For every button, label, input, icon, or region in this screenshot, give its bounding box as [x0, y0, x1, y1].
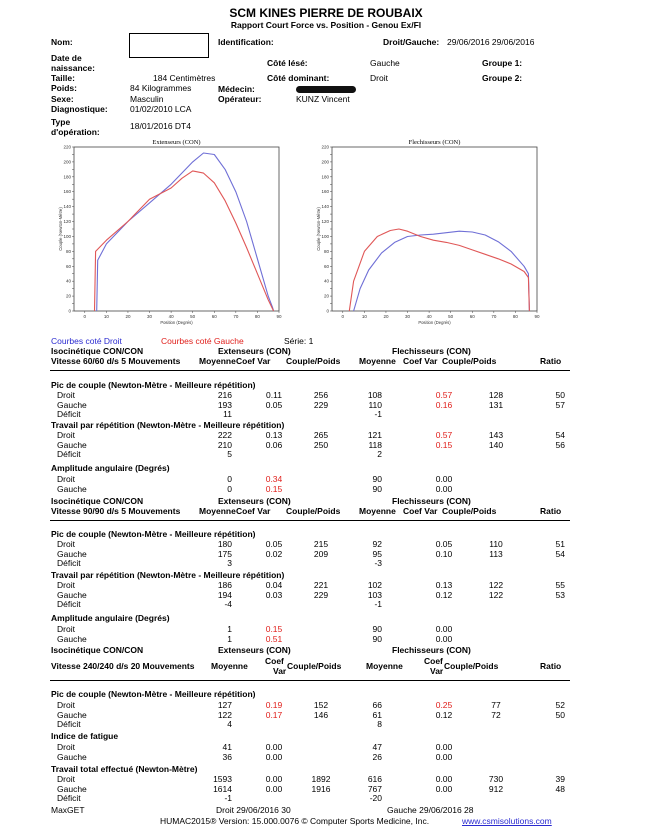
- sexe-value: Masculin: [130, 94, 164, 104]
- nom-label: Nom:: [51, 37, 73, 47]
- s3-pic-row-label: Déficit: [57, 719, 81, 730]
- s3-tot-flex-moyenne: 616: [367, 774, 382, 784]
- s3-fat-row-label: Gauche: [57, 751, 87, 762]
- s3-vitesse-label: Vitesse 240/240 d/s 20 Mouvements: [51, 661, 195, 671]
- s2-flex-moyenne-header: Moyenne: [359, 506, 396, 516]
- droit-gauche-label: Droit/Gauche:: [383, 37, 440, 47]
- s2-amp-flex-moyenne: 90: [372, 633, 382, 644]
- diagnostique-value: 01/02/2010 LCA: [130, 104, 192, 114]
- s2-pic-ratio: 51: [555, 539, 565, 549]
- s1-pic-flex-coef-var: 0.57: [435, 390, 453, 400]
- s2-pic-ext-couple-poids: 215: [313, 539, 329, 549]
- s3-total-title: Travail total effectué (Newton-Mètre): [51, 764, 198, 774]
- s2-ext-coef-header: Coef Var: [236, 506, 271, 516]
- s3-fat-ext-coef-var: 0.00: [265, 751, 283, 762]
- s3-tot-ext-coef-var: 0.00: [265, 783, 283, 794]
- y-tick-label: 120: [321, 219, 329, 225]
- s1-pic-ext-moyenne: 11: [223, 409, 232, 420]
- s3-fat-row-label: Droit: [57, 742, 75, 752]
- s1-ratio-header: Ratio: [540, 356, 562, 366]
- y-tick-label: 100: [63, 233, 71, 239]
- s2-pic-ext-couple-poids: 209: [313, 548, 329, 559]
- x-tick-label: 20: [125, 314, 131, 319]
- medecin-label: Médecin:: [218, 84, 255, 94]
- s2-trav-ext-moyenne: 186: [217, 580, 232, 590]
- s1-pic-flex-moyenne: 110: [368, 399, 382, 410]
- s1-trav-ext-coef-var: 0.06: [265, 439, 283, 450]
- x-tick-label: 70: [233, 314, 239, 319]
- s3-tot-row-label: Déficit: [57, 793, 81, 804]
- s3-pic-ext-moyenne: 122: [217, 709, 232, 720]
- s3-pic-flex-moyenne: 8: [377, 719, 382, 730]
- s1-trav-flex-moyenne: 121: [367, 430, 382, 440]
- s2-pic-flex-moyenne: -3: [374, 558, 382, 569]
- y-tick-label: 40: [65, 278, 71, 284]
- y-tick-label: 80: [323, 248, 329, 254]
- s3-pic-ext-coef-var: 0.19: [265, 700, 283, 710]
- y-tick-label: 160: [63, 189, 71, 195]
- s2-amp-flex-moyenne: 90: [372, 624, 382, 634]
- s1-trav-ext-moyenne: 210: [217, 439, 232, 450]
- sexe-label: Sexe:: [51, 94, 74, 104]
- s1-pic-ext-couple-poids: 229: [313, 399, 329, 410]
- x-tick-label: 60: [469, 314, 475, 319]
- s1-flex-coef-header: Coef Var: [403, 356, 438, 366]
- s2-amplitude-title: Amplitude angulaire (Degrés): [51, 613, 170, 623]
- s2-trav-ratio: 55: [555, 580, 565, 590]
- s2-extenseurs-header: Extenseurs (CON): [218, 496, 291, 506]
- s3-fatigue-title: Indice de fatigue: [51, 731, 119, 741]
- y-tick-label: 20: [65, 293, 71, 299]
- s2-amp-flex-coef-var: 0.00: [435, 633, 453, 644]
- s3-pic-ext-moyenne: 4: [227, 719, 232, 730]
- s3-tot-ext-moyenne: 1614: [213, 783, 232, 794]
- s3-flex-var-header: Var: [430, 666, 444, 676]
- x-tick-label: 50: [448, 314, 454, 319]
- x-tick-label: 80: [254, 314, 260, 319]
- s1-trav-ext-coef-var: 0.13: [265, 430, 283, 440]
- plot-frame: [332, 147, 537, 311]
- s3-pic-flex-coef-var: 0.12: [435, 709, 453, 720]
- s2-pic-ext-coef-var: 0.05: [265, 539, 283, 549]
- s1-trav-ext-moyenne: 5: [227, 449, 232, 460]
- s1-isocinetique-label: Isocinétique CON/CON: [51, 346, 144, 356]
- x-tick-label: 70: [491, 314, 497, 319]
- s1-trav-row-label: Droit: [57, 430, 75, 440]
- s1-trav-flex-couple-poids: 143: [488, 430, 504, 440]
- s2-pic-ratio: 54: [555, 548, 565, 559]
- cote-dominant-label: Côté dominant:: [267, 73, 330, 83]
- s3-flex-moyenne-header: Moyenne: [366, 661, 403, 671]
- s1-trav-row-label: Déficit: [57, 449, 81, 460]
- operateur-label: Opérateur:: [218, 94, 262, 104]
- s3-tot-ratio: 48: [555, 783, 565, 794]
- poids-label: Poids:: [51, 83, 77, 93]
- s2-trav-ext-coef-var: 0.04: [265, 580, 283, 590]
- s2-pic-flex-moyenne: 95: [372, 548, 382, 559]
- operateur-value: KUNZ Vincent: [296, 94, 350, 104]
- s3-ratio-header: Ratio: [540, 661, 562, 671]
- s1-amp-flex-coef-var: 0.00: [435, 474, 453, 484]
- s1-pic-flex-couple-poids: 131: [488, 399, 504, 410]
- s3-pic-flex-couple-poids: 72: [491, 709, 501, 720]
- y-tick-label: 100: [321, 233, 329, 239]
- s1-trav-flex-couple-poids: 140: [488, 439, 504, 450]
- y-tick-label: 200: [321, 159, 329, 165]
- s1-amp-ext-coef-var: 0.15: [265, 483, 283, 494]
- s3-tot-flex-moyenne: -20: [369, 793, 382, 804]
- s2-trav-row-label: Droit: [57, 580, 75, 590]
- s1-amp-flex-moyenne: 90: [372, 483, 382, 494]
- y-tick-label: 180: [321, 174, 329, 180]
- s2-pic-row-label: Gauche: [57, 548, 87, 559]
- chart-svg: [52, 136, 288, 328]
- type-operation-label: Type d'opération:: [51, 117, 100, 137]
- s1-pic-ratio: 57: [555, 399, 565, 410]
- s2-pic-flex-coef-var: 0.05: [435, 539, 453, 549]
- s2-pic-ext-moyenne: 180: [217, 539, 232, 549]
- s2-pic-ext-moyenne: 3: [227, 558, 232, 569]
- s2-pic-row-label: Déficit: [57, 558, 81, 569]
- y-tick-label: 80: [65, 248, 71, 254]
- s3-fat-ext-moyenne: 41: [222, 742, 232, 752]
- s1-pic-row-label: Gauche: [57, 399, 87, 410]
- y-tick-label: 200: [63, 159, 71, 165]
- s3-extenseurs-header: Extenseurs (CON): [218, 645, 291, 655]
- x-tick-label: 10: [103, 314, 109, 319]
- s3-tot-ext-moyenne: 1593: [213, 774, 232, 784]
- s3-pic-ratio: 50: [555, 709, 565, 720]
- s2-amp-flex-coef-var: 0.00: [435, 624, 453, 634]
- s3-tot-ext-couple-poids: 1892: [311, 774, 331, 784]
- s1-trav-flex-coef-var: 0.57: [435, 430, 453, 440]
- s3-fat-flex-coef-var: 0.00: [435, 742, 453, 752]
- s1-amplitude-title: Amplitude angulaire (Degrés): [51, 463, 170, 473]
- s3-tot-ext-couple-poids: 1916: [311, 783, 331, 794]
- s1-amp-flex-moyenne: 90: [372, 474, 382, 484]
- s2-flex-cp-header: Couple/Poids: [442, 506, 497, 516]
- y-tick-label: 40: [323, 278, 329, 284]
- poids-value: 84 Kilogrammes: [130, 83, 192, 93]
- x-tick-label: 90: [534, 314, 540, 319]
- s2-pic-flex-coef-var: 0.10: [435, 548, 453, 559]
- s1-pic-flex-moyenne: -1: [374, 409, 382, 420]
- s1-pic-flex-moyenne: 108: [367, 390, 382, 400]
- s3-fat-ext-moyenne: 36: [222, 751, 232, 762]
- s3-ext-coef-header: Coef: [265, 656, 284, 666]
- s2-isocinetique-label: Isocinétique CON/CON: [51, 496, 144, 506]
- s2-pic-title: Pic de couple (Newton-Mètre - Meilleure répétition): [51, 529, 256, 539]
- y-tick-label: 160: [321, 189, 329, 195]
- s2-trav-ext-moyenne: 194: [217, 589, 232, 600]
- s2-pic-flex-couple-poids: 113: [489, 548, 503, 559]
- cote-lese-label: Côté lésé:: [267, 58, 308, 68]
- redacted-name-box: [129, 33, 209, 58]
- legend-serie: Série: 1: [284, 336, 314, 346]
- s2-amp-row-label: Gauche: [57, 633, 87, 644]
- y-tick-label: 220: [63, 144, 71, 150]
- s3-fat-flex-coef-var: 0.00: [435, 751, 453, 762]
- diagnostique-label: Diagnostique:: [51, 104, 108, 114]
- s1-pic-ext-moyenne: 216: [217, 390, 232, 400]
- x-tick-label: 30: [147, 314, 153, 319]
- footer-link[interactable]: www.csmisolutions.com: [462, 816, 552, 826]
- x-tick-label: 60: [211, 314, 217, 319]
- y-tick-label: 220: [321, 144, 329, 150]
- s1-trav-ratio: 56: [555, 439, 565, 450]
- s3-tot-flex-moyenne: 767: [367, 783, 382, 794]
- s3-pic-ext-couple-poids: 146: [313, 709, 329, 720]
- chart-title: Extenseurs (CON): [152, 139, 201, 146]
- s3-pic-row-label: Gauche: [57, 709, 87, 720]
- y-tick-label: 60: [65, 263, 71, 269]
- chart-svg: [310, 136, 546, 328]
- s2-travail-title: Travail par répétition (Newton-Mètre - Meilleure répétition): [51, 570, 285, 580]
- s2-trav-ext-couple-poids: 229: [313, 589, 329, 600]
- s2-pic-flex-moyenne: 92: [372, 539, 382, 549]
- s3-pic-ext-coef-var: 0.17: [265, 709, 283, 720]
- x-tick-label: 50: [190, 314, 196, 319]
- s1-flex-cp-header: Couple/Poids: [442, 356, 497, 366]
- s1-trav-flex-moyenne: 2: [377, 449, 382, 460]
- s2-ratio-header: Ratio: [540, 506, 562, 516]
- s2-flex-coef-header: Coef Var: [403, 506, 438, 516]
- s2-amp-ext-coef-var: 0.51: [265, 633, 283, 644]
- s1-pic-ext-moyenne: 193: [217, 399, 232, 410]
- report-subtitle: Rapport Court Force vs. Position - Genou Ex/Fl: [230, 20, 422, 30]
- y-tick-label: 120: [63, 219, 71, 225]
- x-tick-label: 40: [168, 314, 174, 319]
- s1-ext-coef-header: Coef Var: [236, 356, 271, 366]
- s2-trav-ext-moyenne: -4: [224, 599, 232, 610]
- s1-amp-ext-moyenne: 0: [227, 483, 232, 494]
- s2-pic-flex-couple-poids: 110: [489, 539, 503, 549]
- s3-isocinetique-label: Isocinétique CON/CON: [51, 645, 144, 655]
- s1-trav-flex-coef-var: 0.15: [435, 439, 453, 450]
- extenseurs-chart: [52, 136, 288, 328]
- s3-pic-flex-moyenne: 61: [372, 709, 382, 720]
- s3-flex-coef-header: Coef: [424, 656, 443, 666]
- cote-lese-value: Gauche: [370, 58, 400, 68]
- groupe1-label: Groupe 1:: [482, 58, 523, 68]
- s3-pic-flex-moyenne: 66: [372, 700, 382, 710]
- s1-pic-flex-couple-poids: 128: [488, 390, 504, 400]
- report-title: SCM KINES PIERRE DE ROUBAIX: [229, 6, 423, 20]
- s3-tot-ext-coef-var: 0.00: [265, 774, 283, 784]
- s2-divider: [50, 520, 570, 521]
- y-tick-label: 60: [323, 263, 329, 269]
- s3-divider: [50, 680, 570, 681]
- s3-flechisseurs-header: Flechisseurs (CON): [392, 645, 471, 655]
- identification-label: Identification:: [218, 37, 274, 47]
- s3-tot-flex-couple-poids: 912: [488, 783, 504, 794]
- s1-pic-ext-couple-poids: 256: [313, 390, 329, 400]
- s1-pic-ext-coef-var: 0.05: [265, 399, 283, 410]
- s2-ext-moyenne-header: Moyenne: [199, 506, 236, 516]
- y-tick-label: 0: [68, 308, 71, 314]
- s2-trav-ext-coef-var: 0.03: [265, 589, 283, 600]
- y-axis-label: Couple (Newton-Mètre): [316, 207, 321, 251]
- s3-pic-ext-couple-poids: 152: [313, 700, 329, 710]
- s1-pic-title: Pic de couple (Newton-Mètre - Meilleure répétition): [51, 380, 256, 390]
- s1-amp-ext-coef-var: 0.34: [265, 474, 283, 484]
- footer-version: HUMAC2015® Version: 15.000.0076 © Computer Sports Medicine, Inc.: [160, 816, 430, 826]
- s3-pic-ratio: 52: [555, 700, 565, 710]
- s1-flechisseurs-header: Flechisseurs (CON): [392, 346, 471, 356]
- s2-trav-flex-coef-var: 0.13: [435, 580, 453, 590]
- droit-gauche-value: 29/06/2016 29/06/2016: [447, 37, 535, 47]
- s3-tot-ext-moyenne: -1: [224, 793, 232, 804]
- x-tick-label: 40: [426, 314, 432, 319]
- s1-amp-row-label: Gauche: [57, 483, 87, 494]
- s2-vitesse-label: Vitesse 90/90 d/s 5 Mouvements: [51, 506, 181, 516]
- s1-trav-ext-moyenne: 222: [217, 430, 232, 440]
- s3-tot-flex-coef-var: 0.00: [435, 783, 453, 794]
- y-tick-label: 140: [63, 204, 71, 210]
- s1-ext-moyenne-header: Moyenne: [199, 356, 236, 366]
- s3-pic-flex-couple-poids: 77: [491, 700, 501, 710]
- cote-dominant-value: Droit: [370, 73, 388, 83]
- s1-divider: [50, 370, 570, 371]
- s2-amp-ext-coef-var: 0.15: [265, 624, 283, 634]
- s3-tot-row-label: Droit: [57, 774, 75, 784]
- s2-pic-ext-coef-var: 0.02: [265, 548, 283, 559]
- s1-flex-moyenne-header: Moyenne: [359, 356, 396, 366]
- s2-trav-flex-moyenne: -1: [374, 599, 382, 610]
- s2-trav-ratio: 53: [555, 589, 565, 600]
- s3-ext-var-header: Var: [273, 666, 287, 676]
- s3-tot-ratio: 39: [555, 774, 565, 784]
- s3-ext-cp-header: Couple/Poids: [287, 661, 342, 671]
- s1-trav-ext-couple-poids: 250: [313, 439, 329, 450]
- x-tick-label: 0: [341, 314, 345, 319]
- s3-ext-moyenne-header: Moyenne: [211, 661, 248, 671]
- s2-flechisseurs-header: Flechisseurs (CON): [392, 496, 471, 506]
- x-axis-label: Position (Degrés): [418, 320, 451, 325]
- x-tick-label: 90: [276, 314, 282, 319]
- s3-tot-row-label: Gauche: [57, 783, 87, 794]
- s3-fat-flex-moyenne: 47: [372, 742, 382, 752]
- s1-trav-row-label: Gauche: [57, 439, 87, 450]
- s2-trav-flex-moyenne: 103: [367, 589, 382, 600]
- taille-value: 184 Centimètres: [153, 73, 216, 83]
- x-tick-label: 30: [405, 314, 411, 319]
- s1-travail-title: Travail par répétition (Newton-Mètre - Meilleure répétition): [51, 420, 285, 430]
- s1-pic-row-label: Déficit: [57, 409, 81, 420]
- s2-amp-ext-moyenne: 1: [227, 624, 232, 634]
- s1-amp-ext-moyenne: 0: [227, 474, 232, 484]
- s3-tot-flex-couple-poids: 730: [488, 774, 504, 784]
- s1-amp-flex-coef-var: 0.00: [435, 483, 453, 494]
- y-tick-label: 180: [63, 174, 71, 180]
- y-tick-label: 20: [323, 293, 329, 299]
- s3-fat-flex-moyenne: 26: [372, 751, 382, 762]
- s1-ext-cp-header: Couple/Poids: [286, 356, 341, 366]
- s2-amp-row-label: Droit: [57, 624, 75, 634]
- x-tick-label: 10: [361, 314, 367, 319]
- s1-trav-ext-couple-poids: 265: [313, 430, 329, 440]
- s2-trav-ext-couple-poids: 221: [313, 580, 329, 590]
- flechisseurs-chart: [310, 136, 546, 328]
- s2-trav-row-label: Déficit: [57, 599, 81, 610]
- s2-amp-ext-moyenne: 1: [227, 633, 232, 644]
- s2-trav-flex-coef-var: 0.12: [435, 589, 453, 600]
- s1-trav-ratio: 54: [555, 430, 565, 440]
- x-tick-label: 0: [83, 314, 87, 319]
- s3-pic-ext-moyenne: 127: [217, 700, 232, 710]
- groupe2-label: Groupe 2:: [482, 73, 523, 83]
- s3-pic-title: Pic de couple (Newton-Mètre - Meilleure répétition): [51, 689, 256, 699]
- footer-droit: Droit 29/06/2016 30: [216, 805, 291, 815]
- s2-trav-flex-moyenne: 102: [367, 580, 382, 590]
- s1-extenseurs-header: Extenseurs (CON): [218, 346, 291, 356]
- type-operation-value: 18/01/2016 DT4: [130, 121, 191, 131]
- s2-trav-row-label: Gauche: [57, 589, 87, 600]
- s1-pic-row-label: Droit: [57, 390, 75, 400]
- naissance-label: Date de naissance:: [51, 53, 95, 73]
- footer-maxget: MaxGET: [51, 805, 85, 815]
- s1-vitesse-label: Vitesse 60/60 d/s 5 Mouvements: [51, 356, 181, 366]
- y-tick-label: 0: [326, 308, 329, 314]
- s3-flex-cp-header: Couple/Poids: [444, 661, 499, 671]
- s3-pic-flex-coef-var: 0.25: [435, 700, 453, 710]
- s2-pic-row-label: Droit: [57, 539, 75, 549]
- s1-trav-flex-moyenne: 118: [368, 439, 382, 450]
- redacted-doctor-scribble: [296, 86, 356, 93]
- s3-fat-ext-coef-var: 0.00: [265, 742, 283, 752]
- s2-trav-flex-couple-poids: 122: [488, 589, 504, 600]
- x-tick-label: 20: [383, 314, 389, 319]
- y-tick-label: 140: [321, 204, 329, 210]
- x-tick-label: 80: [512, 314, 518, 319]
- chart-title: Flechisseurs (CON): [408, 139, 461, 146]
- s2-ext-cp-header: Couple/Poids: [286, 506, 341, 516]
- s1-pic-ext-coef-var: 0.11: [266, 390, 282, 400]
- s1-pic-ratio: 50: [555, 390, 565, 400]
- s2-trav-flex-couple-poids: 122: [488, 580, 504, 590]
- legend-droit: Courbes coté Droit: [51, 336, 122, 346]
- footer-gauche: Gauche 29/06/2016 28: [387, 805, 474, 815]
- taille-label: Taille:: [51, 73, 75, 83]
- s3-tot-flex-coef-var: 0.00: [435, 774, 453, 784]
- legend-gauche: Courbes coté Gauche: [161, 336, 244, 346]
- s3-pic-row-label: Droit: [57, 700, 75, 710]
- s2-pic-ext-moyenne: 175: [217, 548, 232, 559]
- y-axis-label: Couple (Newton-Mètre): [58, 207, 63, 251]
- s1-pic-flex-coef-var: 0.16: [435, 399, 453, 410]
- x-axis-label: Position (Degrés): [160, 320, 193, 325]
- s1-amp-row-label: Droit: [57, 474, 75, 484]
